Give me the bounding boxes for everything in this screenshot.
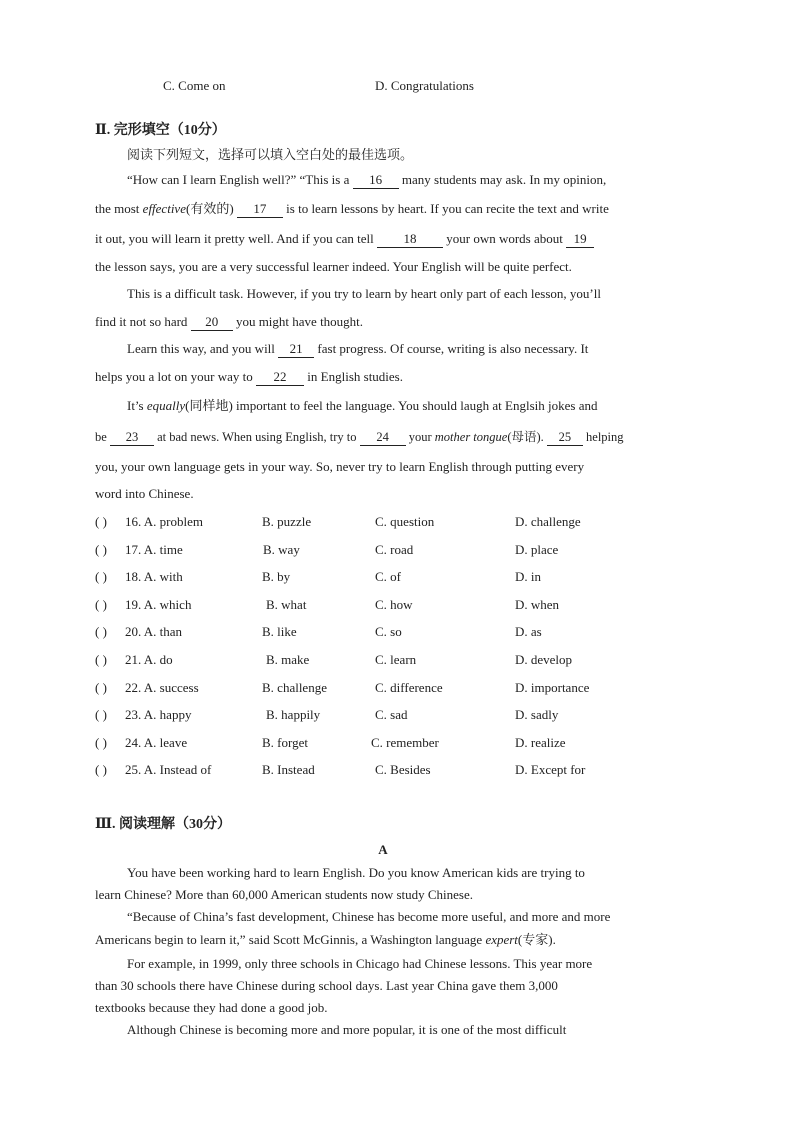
option-a: 20. A. than (125, 624, 183, 639)
option-d: D. challenge (515, 514, 581, 529)
option-a: 19. A. which (125, 597, 192, 612)
option-a: 22. A. success (125, 680, 199, 695)
option-a: 21. A. do (125, 652, 173, 667)
question-paren[interactable]: ( ) (95, 569, 107, 584)
option-d: D. realize (515, 735, 566, 750)
passage-line: be 23 at bad news. When using English, try to 24 your mother tongue(母语). 25 helping (95, 430, 624, 444)
option-a: 16. A. problem (125, 514, 203, 529)
blank-23[interactable]: 23 (110, 429, 154, 446)
passage-line: find it not so hard 20 you might have thought. (95, 314, 364, 329)
option-d: D. develop (515, 652, 573, 667)
blank-16[interactable]: 16 (353, 172, 399, 189)
option-d-text: D. Congratulations (375, 78, 474, 93)
option-b: B. challenge (262, 680, 327, 695)
option-a: 25. A. Instead of (125, 762, 212, 777)
option-b: B. like (262, 624, 297, 639)
passage-line: learn Chinese? More than 60,000 American students now study Chinese. (95, 887, 474, 902)
blank-17[interactable]: 17 (237, 201, 283, 218)
question-paren[interactable]: ( ) (95, 762, 107, 777)
option-b: B. what (266, 597, 307, 612)
option-d: D. when (515, 597, 560, 612)
section2-heading: Ⅱ. 完形填空（10分） (95, 123, 226, 138)
passage-line: For example, in 1999, only three schools in Chicago had Chinese lessons. This year more (127, 956, 593, 971)
option-d: D. as (515, 624, 542, 639)
passage-line: Americans begin to learn it,” said Scott McGinnis, a Washington language expert(专家). (95, 932, 556, 947)
blank-22[interactable]: 22 (256, 369, 304, 386)
section3-heading: Ⅲ. 阅读理解（30分） (95, 817, 232, 832)
passage-line: Although Chinese is becoming more and more popular, it is one of the most difficult (127, 1022, 567, 1037)
option-a: 17. A. time (125, 542, 183, 557)
option-b: B. forget (262, 735, 308, 750)
option-a: 24. A. leave (125, 735, 188, 750)
option-c-text: C. Come on (163, 78, 226, 93)
passage-line: textbooks because they had done a good job. (95, 1000, 328, 1015)
option-c: C. difference (375, 680, 443, 695)
question-paren[interactable]: ( ) (95, 514, 107, 529)
passage-line: helps you a lot on your way to 22 in English studies. (95, 369, 403, 384)
option-a: 18. A. with (125, 569, 183, 584)
option-c: C. Besides (375, 762, 431, 777)
passage-line: Learn this way, and you will 21 fast progress. Of course, writing is also necessary. It (127, 341, 589, 356)
passage-line: than 30 schools there have Chinese during school days. Last year China gave them 3,000 (95, 978, 558, 993)
passage-line: It’s equally(同样地) important to feel the language. You should laugh at Englsih jokes and (127, 398, 598, 413)
question-paren[interactable]: ( ) (95, 597, 107, 612)
option-c: C. question (375, 514, 435, 529)
option-c: C. so (375, 624, 402, 639)
option-c: C. sad (375, 707, 408, 722)
blank-25[interactable]: 25 (547, 429, 583, 446)
passage-line: the most effective(有效的) 17 is to learn lessons by heart. If you can recite the text and write (95, 201, 609, 216)
passage-line: word into Chinese. (95, 486, 194, 501)
option-a: 23. A. happy (125, 707, 192, 722)
question-paren[interactable]: ( ) (95, 624, 107, 639)
option-d: D. importance (515, 680, 590, 695)
passage-line: “How can I learn English well?” “This is a 16 many students may ask. In my opinion, (127, 172, 607, 187)
blank-24[interactable]: 24 (360, 429, 406, 446)
option-b: B. way (263, 542, 300, 557)
passage-line: This is a difficult task. However, if you try to learn by heart only part of each lesson, you’ll (127, 286, 601, 301)
question-paren[interactable]: ( ) (95, 707, 107, 722)
passage-a-label: A (378, 842, 388, 857)
option-b: B. Instead (262, 762, 315, 777)
blank-18[interactable]: 18 (377, 231, 443, 248)
section2-instruction: 阅读下列短文，选择可以填入空白处的最佳选项。 (127, 147, 414, 162)
option-b: B. happily (266, 707, 321, 722)
question-paren[interactable]: ( ) (95, 680, 107, 695)
blank-19[interactable]: 19 (566, 231, 594, 248)
question-paren[interactable]: ( ) (95, 652, 107, 667)
passage-line: it out, you will learn it pretty well. And if you can tell 18 your own words about 19 (95, 231, 594, 248)
passage-line: “Because of China’s fast development, Chinese has become more useful, and more and more (127, 909, 611, 924)
option-c: C. of (375, 569, 401, 584)
passage-line: You have been working hard to learn English. Do you know American kids are trying to (127, 865, 585, 880)
option-c: C. road (375, 542, 414, 557)
passage-line: the lesson says, you are a very successful learner indeed. Your English will be quite perfect. (95, 259, 572, 274)
option-b: B. make (266, 652, 310, 667)
option-c: C. remember (371, 735, 439, 750)
question-paren[interactable]: ( ) (95, 735, 107, 750)
option-c: C. how (375, 597, 413, 612)
question-paren[interactable]: ( ) (95, 542, 107, 557)
option-d: D. Except for (515, 762, 586, 777)
passage-line: you, your own language gets in your way. So, never try to learn English through putting every (95, 459, 585, 474)
option-d: D. in (515, 569, 541, 584)
blank-20[interactable]: 20 (191, 314, 233, 331)
option-d: D. place (515, 542, 559, 557)
option-b: B. puzzle (262, 514, 312, 529)
blank-21[interactable]: 21 (278, 341, 314, 358)
option-b: B. by (262, 569, 291, 584)
option-d: D. sadly (515, 707, 559, 722)
option-c: C. learn (375, 652, 417, 667)
